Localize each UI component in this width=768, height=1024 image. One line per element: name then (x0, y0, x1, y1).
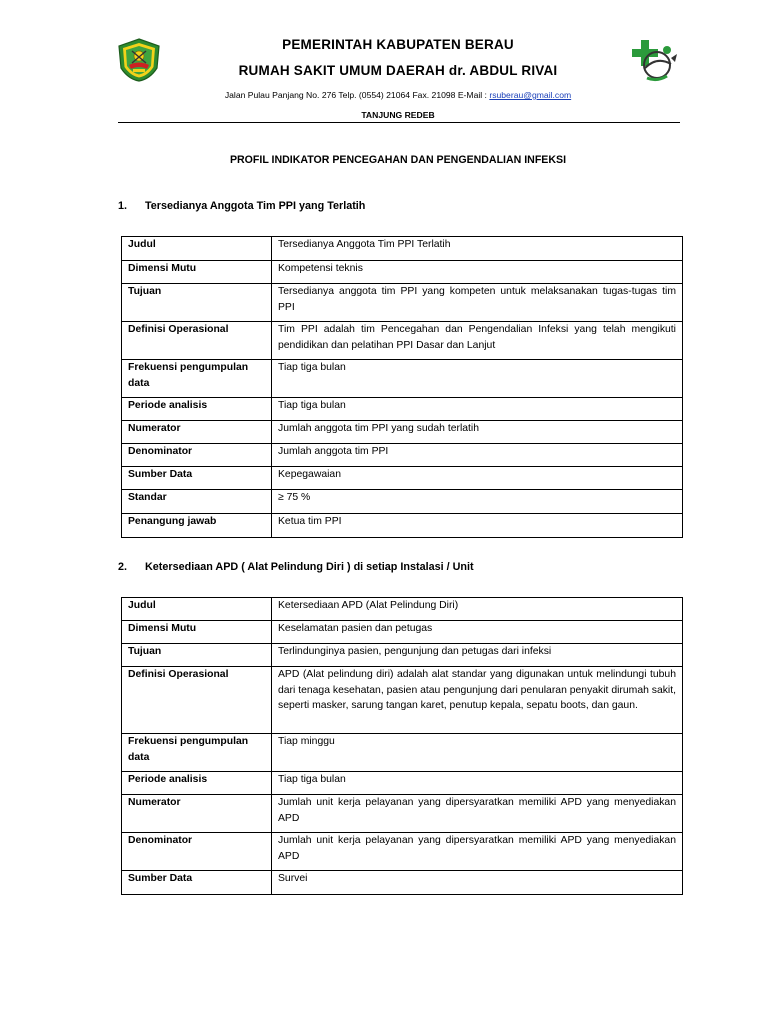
row-value: Tiap tiga bulan (272, 772, 683, 795)
row-value: Jumlah anggota tim PPI (272, 444, 683, 467)
row-value: Survei (272, 871, 683, 895)
row-label: Denominator (122, 833, 272, 871)
row-value: Tersedianya anggota tim PPI yang kompeten untuk melaksanakan tugas-tugas tim PPI (272, 284, 683, 322)
table-row (122, 871, 683, 895)
government-name: PEMERINTAH KABUPATEN BERAU (282, 37, 514, 52)
row-label: Frekuensi pengumpulan data (122, 360, 272, 398)
row-label: Tujuan (122, 284, 272, 322)
document-title: PROFIL INDIKATOR PENCEGAHAN DAN PENGENDALIAN INFEKSI (229, 154, 567, 166)
table-row (122, 261, 683, 284)
row-label: Definisi Operasional (122, 667, 272, 734)
table-row (122, 795, 683, 833)
row-label: Periode analisis (122, 398, 272, 421)
row-value: Kompetensi teknis (272, 261, 683, 284)
section-2-title (118, 561, 474, 573)
row-value: Ketersediaan APD (Alat Pelindung Diri) (272, 598, 683, 621)
indicator-table-2-body (122, 598, 683, 895)
row-value: Tim PPI adalah tim Pencegahan dan Pengendalian Infeksi yang telah mengikuti pendidikan dan pelatihan PPI Dasar dan Lanjut (272, 322, 683, 360)
row-value: ≥ 75 % (272, 490, 683, 514)
table-row (122, 421, 683, 444)
table-row (122, 398, 683, 421)
row-value: Tiap tiga bulan (272, 398, 683, 421)
row-value: Jumlah unit kerja pelayanan yang dipersyaratkan memiliki APD yang menyediakan APD (272, 833, 683, 871)
row-value: Jumlah anggota tim PPI yang sudah terlatih (272, 421, 683, 444)
row-label: Periode analisis (122, 772, 272, 795)
section-2-number: 2. (118, 561, 128, 573)
table-row (122, 444, 683, 467)
table-row (122, 467, 683, 490)
row-label: Numerator (122, 421, 272, 444)
table-row (122, 514, 683, 538)
row-label: Dimensi Mutu (122, 621, 272, 644)
row-label: Denominator (122, 444, 272, 467)
table-row (122, 237, 683, 261)
hospital-name: RUMAH SAKIT UMUM DAERAH dr. ABDUL RIVAI (238, 63, 558, 78)
table-row (122, 833, 683, 871)
row-label: Frekuensi pengumpulan data (122, 734, 272, 772)
row-label: Tujuan (122, 644, 272, 667)
table-row (122, 284, 683, 322)
row-label: Judul (122, 598, 272, 621)
indicator-table-2 (121, 597, 683, 895)
row-value: Tersedianya Anggota Tim PPI Terlatih (272, 237, 683, 261)
row-value: Kepegawaian (272, 467, 683, 490)
table-row (122, 667, 683, 734)
row-label: Definisi Operasional (122, 322, 272, 360)
row-label: Standar (122, 490, 272, 514)
table-row (122, 598, 683, 621)
section-1-title (118, 200, 365, 212)
row-value: Tiap tiga bulan (272, 360, 683, 398)
row-value: Ketua tim PPI (272, 514, 683, 538)
table-row (122, 322, 683, 360)
row-value: Terlindunginya pasien, pengunjung dan petugas dari infeksi (272, 644, 683, 667)
table-row (122, 772, 683, 795)
email-link[interactable]: rsuberau@gmail.com (489, 90, 572, 100)
indicator-table-1 (121, 236, 683, 538)
section-1-number: 1. (118, 200, 128, 212)
city-name: TANJUNG REDEB (361, 110, 435, 120)
table-row (122, 621, 683, 644)
section-2-title-text: Ketersediaan APD ( Alat Pelindung Diri ) di setiap Instalasi / Unit (145, 561, 474, 573)
table-row (122, 490, 683, 514)
table-row (122, 644, 683, 667)
row-value: APD (Alat pelindung diri) adalah alat standar yang digunakan untuk melindungi tubuh dari tenaga kesehatan, pasien atau pengunjung dari penularan penyakit dirumah sakit, seperti masker, sarung tangan karet, penutup kepala, sepatu boots, dan gaun. (272, 667, 683, 734)
section-1-title-text: Tersedianya Anggota Tim PPI yang Terlatih (145, 200, 366, 212)
row-label: Sumber Data (122, 467, 272, 490)
row-label: Judul (122, 237, 272, 261)
row-label: Dimensi Mutu (122, 261, 272, 284)
row-label: Numerator (122, 795, 272, 833)
row-label: Sumber Data (122, 871, 272, 895)
row-value: Tiap minggu (272, 734, 683, 772)
hospital-address (0, 90, 768, 100)
address-text: Jalan Pulau Panjang No. 276 Telp. (0554) 21064 Fax. 21098 E-Mail : (224, 90, 490, 100)
table-row (122, 360, 683, 398)
table-row (122, 734, 683, 772)
row-label: Penangung jawab (122, 514, 272, 538)
header-divider (118, 122, 680, 123)
row-value: Jumlah unit kerja pelayanan yang dipersyaratkan memiliki APD yang menyediakan APD (272, 795, 683, 833)
indicator-table-1-body (122, 237, 683, 538)
row-value: Keselamatan pasien dan petugas (272, 621, 683, 644)
